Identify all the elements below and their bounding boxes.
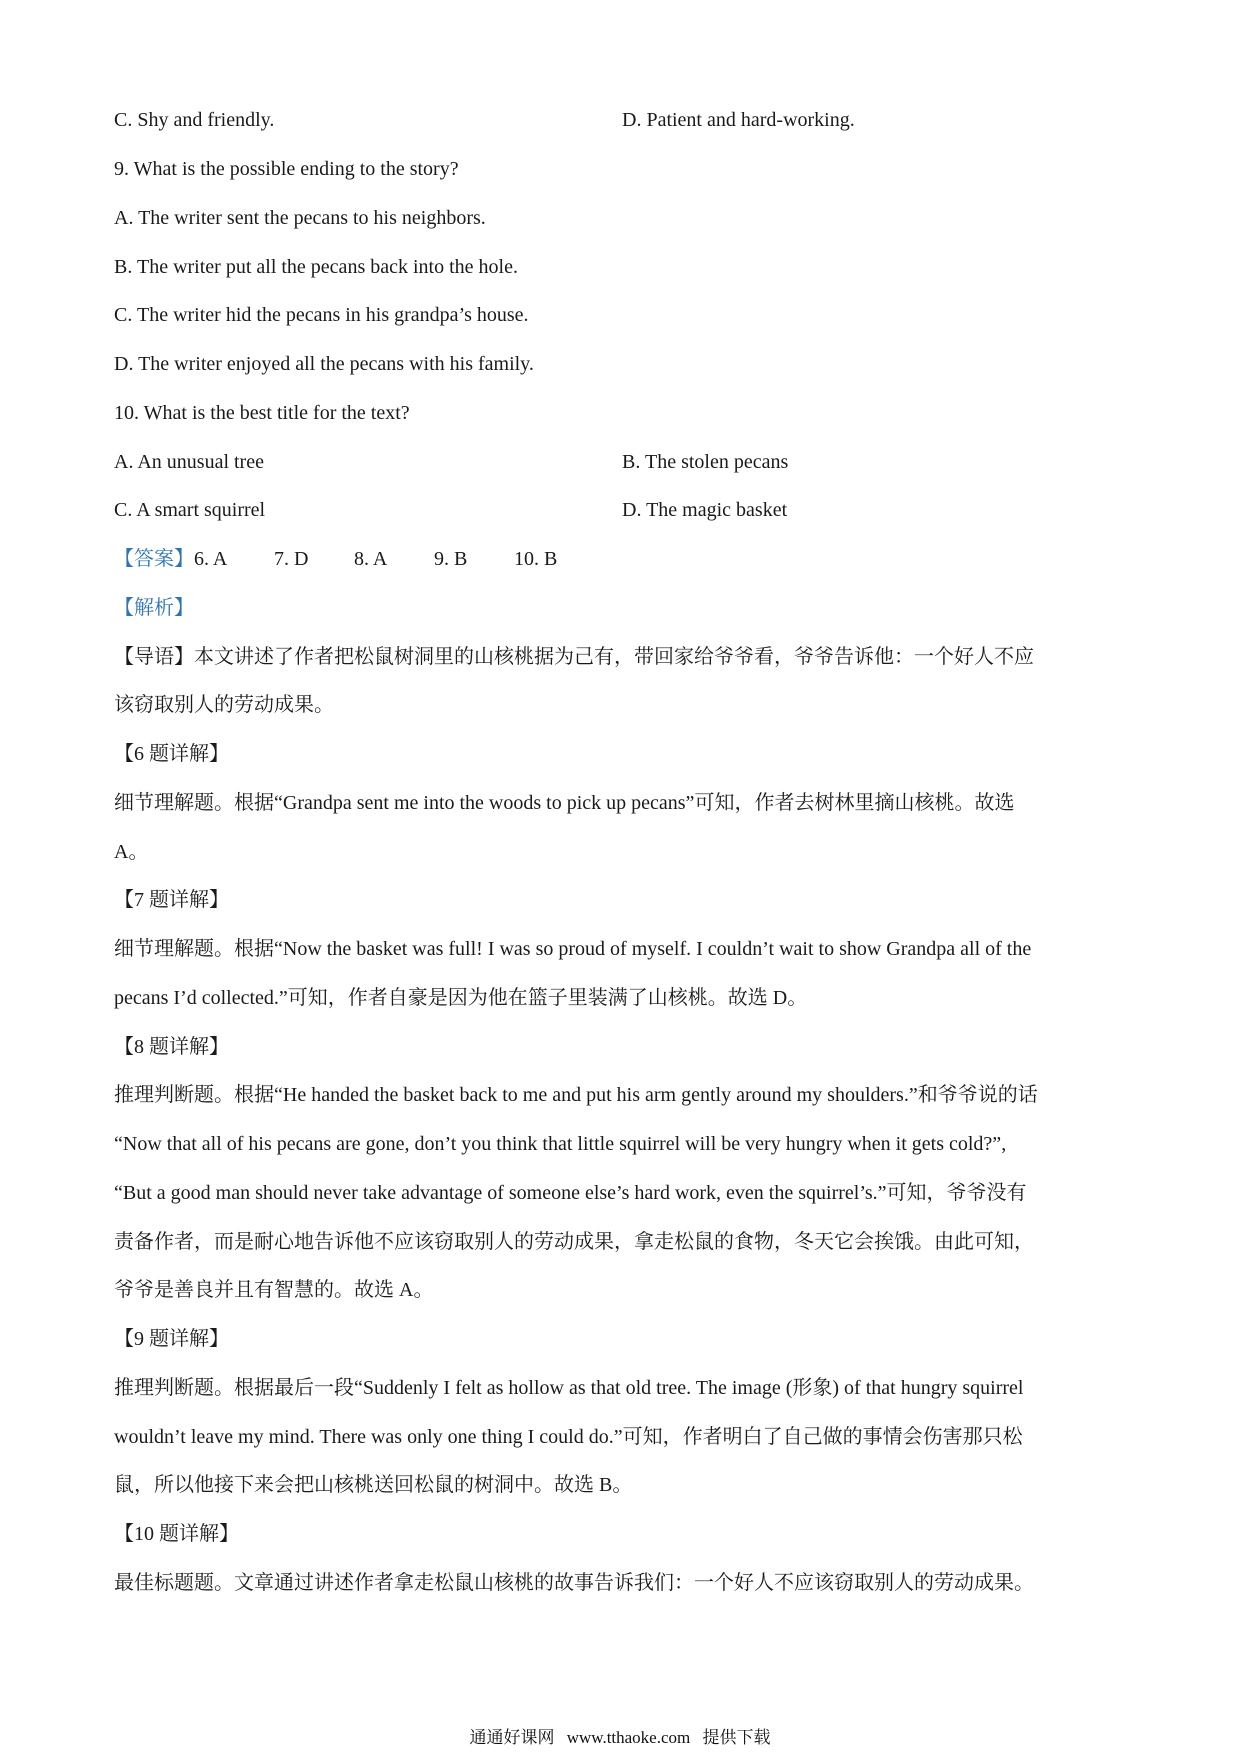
q10-option-d: D. The magic basket [622, 499, 788, 521]
detail-7-line: pecans I’d collected.”可知，作者自豪是因为他在篮子里装满了山核桃。故选 D。 [114, 987, 808, 1009]
detail-10-heading: 【10 题详解】 [114, 1523, 239, 1545]
answer-item: 7. D [274, 548, 309, 570]
detail-9-line: 鼠，所以他接下来会把山核桃送回松鼠的树洞中。故选 B。 [114, 1474, 633, 1496]
answer-item: 6. A [194, 548, 228, 570]
q10-question: 10. What is the best title for the text? [114, 402, 410, 424]
detail-6-line: A。 [114, 841, 149, 863]
detail-8-line: “But a good man should never take advantage of someone else’s hard work, even the squirrel’s.”可知，爷爷没有 [114, 1182, 1027, 1204]
q9-option-c: C. The writer hid the pecans in his grandpa’s house. [114, 304, 529, 326]
page-footer [0, 1728, 1240, 1748]
detail-8-line: 爷爷是善良并且有智慧的。故选 A。 [114, 1279, 434, 1301]
intro-line: 该窃取别人的劳动成果。 [114, 694, 334, 716]
detail-7-heading: 【7 题详解】 [114, 889, 229, 911]
footer-suffix: 提供下载 [702, 1728, 771, 1747]
footer-url[interactable]: www.tthaoke.com [566, 1728, 691, 1747]
detail-9-line: 推理判断题。根据最后一段“Suddenly I felt as hollow as that old tree. The image (形象) of that hungry squirrel [114, 1377, 1024, 1399]
q9-question: 9. What is the possible ending to the story? [114, 158, 459, 180]
answer-item: 9. B [434, 548, 468, 570]
answer-item: 10. B [514, 548, 558, 570]
detail-9-heading: 【9 题详解】 [114, 1328, 229, 1350]
detail-9-line: wouldn’t leave my mind. There was only one thing I could do.”可知，作者明白了自己做的事情会伤害那只松 [114, 1426, 1023, 1448]
analysis-label: 【解析】 [114, 597, 194, 619]
q8-option-d: D. Patient and hard-working. [622, 109, 855, 131]
answer-label: 【答案】 [114, 548, 194, 570]
q10-option-b: B. The stolen pecans [622, 451, 789, 473]
q9-option-b: B. The writer put all the pecans back into the hole. [114, 256, 518, 278]
detail-6-heading: 【6 题详解】 [114, 743, 229, 765]
footer-site-name: 通通好课网 [469, 1728, 555, 1747]
detail-8-line: 推理判断题。根据“He handed the basket back to me and put his arm gently around my shoulders.”和爷爷说的话 [114, 1084, 1038, 1106]
detail-10-line: 最佳标题题。文章通过讲述作者拿走松鼠山核桃的故事告诉我们：一个好人不应该窃取别人的劳动成果。 [114, 1572, 1034, 1594]
q9-option-a: A. The writer sent the pecans to his neighbors. [114, 207, 486, 229]
detail-7-line: 细节理解题。根据“Now the basket was full! I was so proud of myself. I couldn’t wait to show Grandpa all of the [114, 938, 1032, 960]
q10-option-a: A. An unusual tree [114, 451, 264, 473]
detail-6-line: 细节理解题。根据“Grandpa sent me into the woods to pick up pecans”可知，作者去树林里摘山核桃。故选 [114, 792, 1015, 814]
intro-line: 【导语】本文讲述了作者把松鼠树洞里的山核桃据为己有，带回家给爷爷看，爷爷告诉他：一个好人不应 [114, 646, 1034, 668]
detail-8-line: 责备作者，而是耐心地告诉他不应该窃取别人的劳动成果，拿走松鼠的食物，冬天它会挨饿。由此可知， [114, 1231, 1034, 1253]
answer-line [114, 547, 557, 571]
q10-option-c: C. A smart squirrel [114, 499, 266, 521]
q9-option-d: D. The writer enjoyed all the pecans with his family. [114, 353, 534, 375]
detail-8-heading: 【8 题详解】 [114, 1036, 229, 1058]
detail-8-line: “Now that all of his pecans are gone, don’t you think that little squirrel will be very hungry when it gets cold?”, [114, 1133, 1007, 1155]
q8-option-c: C. Shy and friendly. [114, 109, 275, 131]
answer-item: 8. A [354, 548, 388, 570]
